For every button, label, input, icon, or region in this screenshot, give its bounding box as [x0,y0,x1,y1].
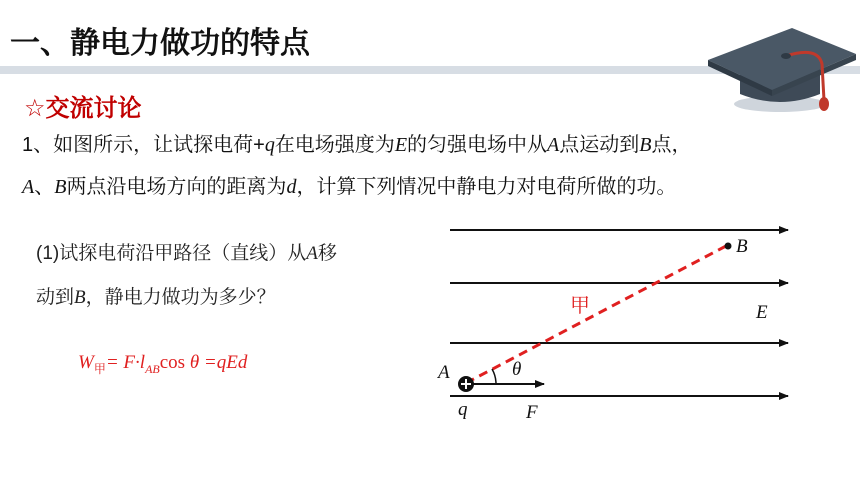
page-title: 一、静电力做功的特点 [10,27,310,60]
text-segment: 点， [651,134,692,156]
formula-l-subscript: AB [145,361,160,376]
label-B: B [736,236,748,257]
text-segment: ，静电力做功为多少？ [85,287,276,308]
angle-arc [492,369,496,384]
label-E: E [756,302,768,323]
var-B: B [54,176,67,198]
electric-field-diagram [420,210,820,440]
text-segment: 移 [317,243,337,264]
question-1-line-2 [36,282,276,309]
discussion-heading: ☆交流讨论 [24,95,142,122]
question-1-line-1 [36,238,337,265]
problem-line-2 [22,170,676,199]
text-segment: 、 [34,176,55,198]
text-segment: 1、如图所示，让试探电荷+ [22,134,265,156]
text-segment: 两点沿电场方向的距离为 [66,176,287,198]
var-B: B [74,287,86,308]
point-B-dot [725,243,732,250]
formula-W-subscript: 甲 [93,361,106,376]
text-segment: 动到 [36,287,75,308]
path-label-jia: 甲 [570,293,590,317]
text-segment: 点运动到 [559,134,640,156]
work-formula [78,352,247,377]
formula-W: W [78,352,94,373]
var-A: A [547,134,560,156]
text-segment: (1)试探电荷沿甲路径（直线）从 [36,243,307,264]
graduation-cap-icon [700,8,860,118]
path-jia-line [466,246,726,383]
var-E: E [394,134,408,156]
var-B: B [639,134,652,156]
var-d: d [286,176,297,198]
problem-line-1 [22,128,691,157]
var-A: A [306,243,318,264]
formula-part: =qEd [199,352,248,373]
text-segment: ，计算下列情况中静电力对电荷所做的功。 [296,176,677,198]
formula-l: l [139,352,146,373]
formula-theta: θ [185,352,200,373]
text-segment: 的匀强电场中从 [407,134,548,156]
label-q: q [458,399,468,420]
var-q: q [264,134,275,156]
label-F: F [526,402,538,423]
var-A: A [22,176,35,198]
formula-cos: cos [159,352,186,373]
text-segment: 在电场强度为 [274,134,395,156]
formula-part: = F· [105,352,140,373]
label-A: A [438,362,450,383]
label-theta: θ [512,359,522,380]
